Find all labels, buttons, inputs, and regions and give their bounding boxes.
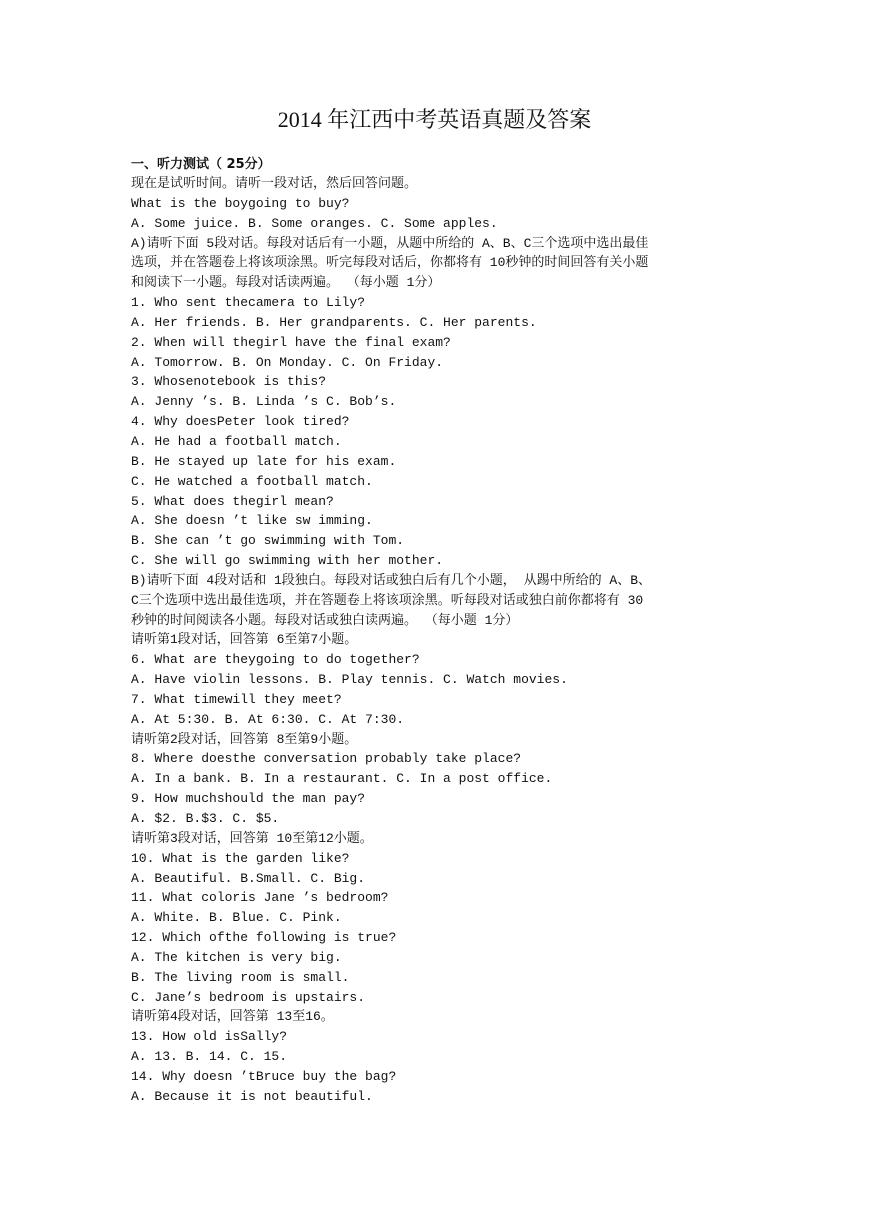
- text-line: C. He watched a football match.: [131, 473, 373, 489]
- text-line: A. Have violin lessons. B. Play tennis. C. Watch movies.: [131, 672, 568, 688]
- text-line: C. Jane’s bedroom is upstairs.: [131, 989, 366, 1005]
- text-line: A. Because it is not beautiful.: [131, 1088, 373, 1104]
- text-line: 1. Who sent thecamera to Lily?: [131, 295, 366, 311]
- text-line: B. The living room is small.: [131, 969, 350, 985]
- document-title: 2014 年江西中考英语真题及答案: [277, 107, 592, 132]
- text-line: A. Beautiful. B.Small. C. Big.: [131, 870, 366, 886]
- text-line: 选项，并在答题卷上将该项涂黑。听完每段对话后，你都将有 10秒钟的时间回答有关小题: [131, 255, 649, 271]
- text-line: A. At 5:30. B. At 6:30. C. At 7:30.: [131, 711, 405, 727]
- text-line: A. Jenny ’s. B. Linda ’s C. Bob’s.: [131, 394, 397, 410]
- text-line: A. He had a football match.: [131, 433, 342, 449]
- text-line: C三个选项中选出最佳选项，并在答题卷上将该项涂黑。听每段对话或独白前你都将有 30: [131, 592, 644, 608]
- text-line: A. 13. B. 14. C. 15.: [131, 1049, 288, 1065]
- text-line: 请听第4段对话，回答第 13至16。: [131, 1009, 334, 1025]
- text-line: 4. Why doesPeter look tired?: [131, 414, 350, 430]
- text-line: C. She will go swimming with her mother.: [131, 553, 444, 569]
- text-line: 请听第1段对话，回答第 6至第7小题。: [131, 632, 358, 648]
- text-line: A. White. B. Blue. C. Pink.: [131, 910, 342, 926]
- text-line: 6. What are theygoing to do together?: [131, 652, 420, 668]
- text-line: 12. Which ofthe following is true?: [131, 930, 397, 946]
- text-line: 14. Why doesn ’tBruce buy the bag?: [131, 1068, 397, 1084]
- text-line: 8. Where doesthe conversation probably take place?: [131, 751, 522, 767]
- document-body: [131, 174, 751, 1107]
- text-line: 11. What coloris Jane ’s bedroom?: [131, 890, 389, 906]
- text-line: A. Her friends. B. Her grandparents. C. Her parents.: [131, 314, 537, 330]
- text-line: 和阅读下一小题。每段对话读两遍。 （每小题 1分）: [131, 275, 441, 291]
- text-line: 10. What is the garden like?: [131, 850, 350, 866]
- text-line: 5. What does thegirl mean?: [131, 493, 334, 509]
- text-line: 请听第3段对话，回答第 10至第12小题。: [131, 830, 373, 846]
- text-line: 3. Whosenotebook is this?: [131, 374, 327, 390]
- text-line: B)请听下面 4段对话和 1段独白。每段对话或独白后有几个小题， 从踢中所给的 A、B、: [131, 572, 652, 588]
- text-line: 7. What timewill they meet?: [131, 691, 342, 707]
- text-line: 2. When will thegirl have the final exam?: [131, 334, 451, 350]
- text-line: 秒钟的时间阅读各小题。每段对话或独白读两遍。 （每小题 1分）: [131, 612, 519, 628]
- text-line: 现在是试听时间。请听一段对话，然后回答问题。: [131, 176, 418, 191]
- text-line: B. He stayed up late for his exam.: [131, 453, 397, 469]
- text-line: A. In a bank. B. In a restaurant. C. In a post office.: [131, 771, 553, 787]
- text-line: What is the boygoing to buy?: [131, 195, 350, 211]
- text-line: 13. How old isSally?: [131, 1029, 288, 1045]
- text-line: A. She doesn ’t like sw imming.: [131, 513, 373, 529]
- text-line: A. $2. B.$3. C. $5.: [131, 811, 280, 826]
- text-line: 请听第2段对话，回答第 8至第9小题。: [131, 731, 358, 747]
- text-line: B. She can ’t go swimming with Tom.: [131, 533, 405, 549]
- section-heading-listening: 一、听力测试（ 25分）: [131, 157, 271, 172]
- text-line: A)请听下面 5段对话。每段对话后有一小题，从题中所给的 A、B、C三个选项中选出最佳: [131, 235, 649, 251]
- text-line: A. The kitchen is very big.: [131, 949, 342, 965]
- text-line: 9. How muchshould the man pay?: [131, 791, 366, 807]
- text-line: A. Some juice. B. Some oranges. C. Some apples.: [131, 215, 498, 231]
- text-line: A. Tomorrow. B. On Monday. C. On Friday.: [131, 354, 444, 370]
